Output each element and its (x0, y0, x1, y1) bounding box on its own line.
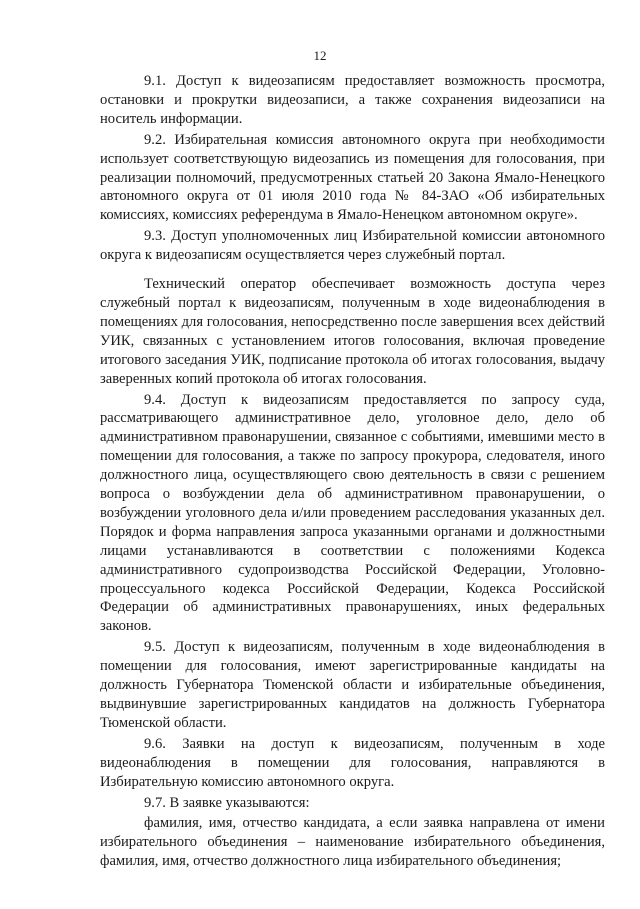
paragraph-9-1: 9.1. Доступ к видеозаписям предоставляет возможность просмотра, остановки и прокрутки видеозаписи, а также сохранения видеозаписи на носитель информации. (100, 73, 605, 127)
document-body (100, 72, 605, 873)
paragraph-9-6: 9.6. Заявки на доступ к видеозаписям, полученным в ходе видеонаблюдения в помещении для голосования, направляются в Избирательную комиссию автономного округа. (100, 735, 605, 790)
paragraph-9-2: 9.2. Избирательная комиссия автономного округа при необходимости использует соответствующую видеозапись из помещения для голосования, при реализации полномочий, предусмотренных статьей 20 Закона Ямало-Ненецкого автономного округа от 01 июля 2010 года № 84-ЗАО «Об избирательных комиссиях, комиссиях референдума в Ямало-Ненецком автономном округе». (100, 131, 605, 224)
paragraph-9-4: 9.4. Доступ к видеозаписям предоставляется по запросу суда, рассматривающего административное дело, уголовное дело, дело об административном правонарушении, связанное с событиями, имевшими место в помещении для голосования, а также по запросу прокурора, следователя, иного должностного лица, осуществляющего свою деятельность в связи с решением вопроса о возбуждении дела об административном правонарушении, о возбуждении уголовного дела и/или проведением расследования указанных дел. Порядок и форма направления запроса указанными органами и должностными лицами устанавливаются в соответствии с положениями Кодекса административного судопроизводства Российской Федерации, Уголовно-процессуального кодекса Российской Федерации, Кодекса Российской Федерации об административных правонарушениях, иных федеральных законов. (100, 391, 605, 635)
paragraph-9-7: 9.7. В заявке указываются: (144, 794, 310, 811)
paragraph-9-5: 9.5. Доступ к видеозаписям, полученным в ходе видеонаблюдения в помещении для голосования, имеют зарегистрированные кандидаты на должность Губернатора Тюменской области и избирательные объединения, выдвинувшие зарегистрированных кандидатов на должность Губернатора Тюменской области. (100, 639, 605, 731)
paragraph-technical-operator: Технический оператор обеспечивает возможность доступа через служебный портал к видеозаписям, полученным в ходе видеонаблюдения в помещениях для голосования, непосредственно после завершения всех действий УИК, связанных с установлением итогов голосования, включая проведение итогового заседания УИК, подписание протокола об итогах голосования, выдачу заверенных копий протокола об итогах голосования. (100, 276, 605, 387)
page-number: 12 (313, 48, 327, 63)
paragraph-application-details: фамилия, имя, отчество кандидата, а если заявка направлена от имени избирательного объединения – наименование избирательного объединения, фамилия, имя, отчество должностного лица избирательного объединения; (100, 815, 605, 870)
paragraph-9-3: 9.3. Доступ уполномоченных лиц Избирательной комиссии автономного округа к видеозаписям осуществляется через служебный портал. (100, 228, 605, 264)
